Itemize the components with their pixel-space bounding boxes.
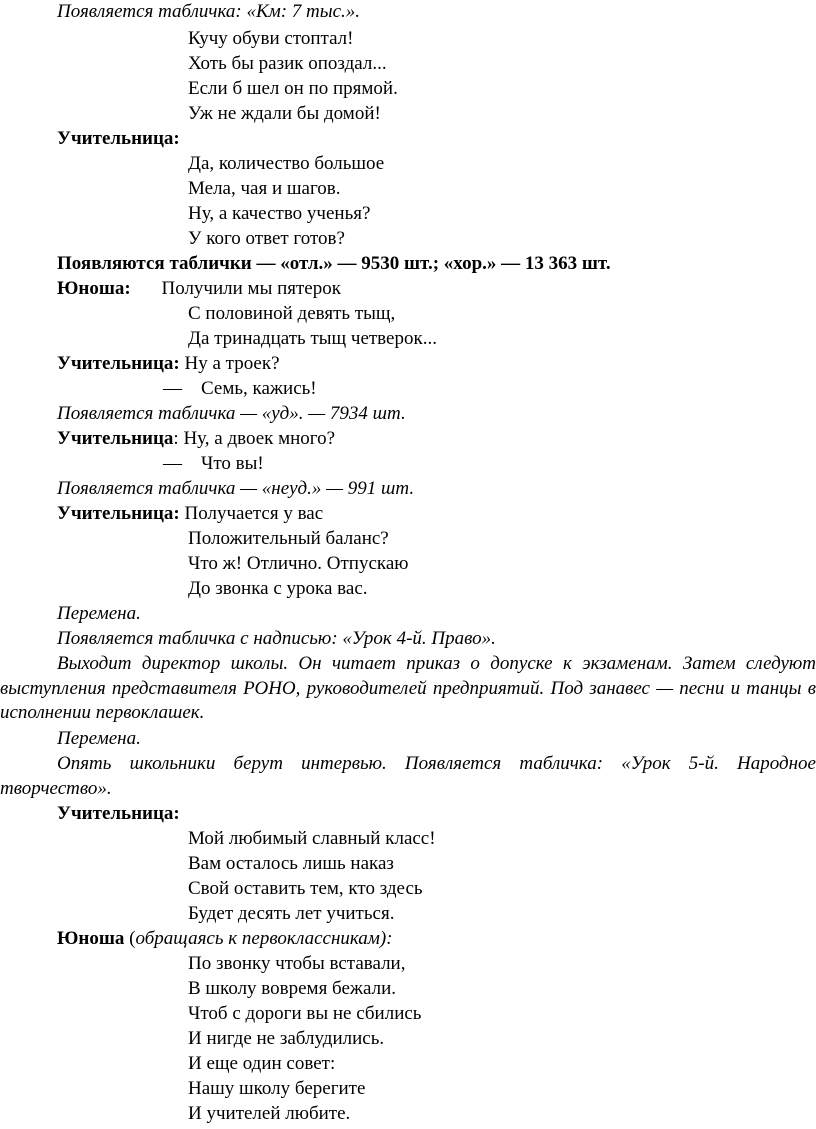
stage-direction: Появляется табличка: «Км: 7 тыс.». (57, 1, 361, 22)
verse-line: Уж не ждали бы домой! (188, 103, 381, 124)
verse-text: Что вы! (201, 453, 264, 474)
verse-line: Вам осталось лишь наказ (188, 853, 394, 874)
speaker-label: Юноша (57, 928, 125, 949)
verse-text: : Ну, а двоек много? (173, 428, 336, 449)
stage-direction: Появляется табличка — «уд». — 7934 шт. (57, 403, 406, 424)
stage-paragraph: Выходит директор школы. Он читает приказ о допуске к экзаменам. Затем следуют выступления представителя РОНО, руководителей предприятий. Под занавес — песни и танцы в исполнении первоклашек. (0, 653, 816, 723)
speaker-label: Учительница (57, 428, 174, 449)
stage-direction: Перемена. (57, 603, 141, 624)
dialogue-line (57, 427, 335, 451)
dialogue-line (57, 352, 280, 376)
reply-line (163, 377, 317, 401)
speaker-label: Учительница: (57, 128, 180, 149)
stage-direction: Перемена. (57, 728, 141, 749)
verse-line: Что ж! Отлично. Отпускаю (188, 553, 409, 574)
verse-line: С половиной девять тыщ, (188, 303, 396, 324)
stage-direction: Появляется табличка — «неуд.» — 991 шт. (57, 478, 415, 499)
verse-text: Получается у вас (179, 503, 324, 524)
verse-line: Будет десять лет учиться. (188, 903, 395, 924)
stage-paragraph: Опять школьники берут интервью. Появляется табличка: «Урок 5-й. Народное творчество». (0, 753, 816, 799)
verse-text: Семь, кажись! (201, 378, 317, 399)
verse-line: И еще один совет: (188, 1053, 336, 1074)
speaker-label: Учительница: (57, 803, 180, 824)
verse-line: Мой любимый славный класс! (188, 828, 436, 849)
speaker-label: Юноша: (57, 278, 131, 299)
dialogue-line (57, 927, 393, 951)
verse-line: Свой оставить тем, кто здесь (188, 878, 423, 899)
dialogue-line (57, 277, 341, 301)
stage-direction: Появляется табличка с надписью: «Урок 4-й. Право». (57, 628, 496, 649)
stage-direction-bold: Появляются таблички — «отл.» — 9530 шт.; «хор.» — 13 363 шт. (57, 253, 611, 274)
verse-line: Чтоб с дороги вы не сбились (188, 1003, 422, 1024)
verse-line: И нигде не заблудились. (188, 1028, 385, 1049)
verse-line: Хоть бы разик опоздал... (188, 53, 387, 74)
dialogue-line (57, 502, 323, 526)
verse-line: В школу вовремя бежали. (188, 978, 397, 999)
verse-text: Ну а троек? (179, 353, 280, 374)
verse-line: У кого ответ готов? (188, 228, 345, 249)
dash: — (163, 378, 182, 399)
verse-line: Да тринадцать тыщ четверок... (188, 328, 437, 349)
paren: ( (124, 928, 136, 949)
verse-line: Положительный баланс? (188, 528, 389, 549)
verse-line: Если б шел он по прямой. (188, 78, 398, 99)
verse-text: Получили мы пятерок (161, 278, 341, 299)
speaker-label: Учительница: (57, 353, 180, 374)
verse-line: Нашу школу берегите (188, 1078, 366, 1099)
verse-line: И учителей любите. (188, 1103, 351, 1124)
stage-aside: обращаясь к первоклассникам): (135, 928, 393, 949)
verse-line: По звонку чтобы вставали, (188, 953, 406, 974)
verse-line: Ну, а качество ученья? (188, 203, 371, 224)
verse-line: Кучу обуви стоптал! (188, 28, 354, 49)
speaker-label: Учительница: (57, 503, 180, 524)
dash: — (163, 453, 182, 474)
verse-line: Да, количество большое (188, 153, 385, 174)
verse-line: Мела, чая и шагов. (188, 178, 341, 199)
reply-line (163, 452, 264, 476)
verse-line: До звонка с урока вас. (188, 578, 368, 599)
